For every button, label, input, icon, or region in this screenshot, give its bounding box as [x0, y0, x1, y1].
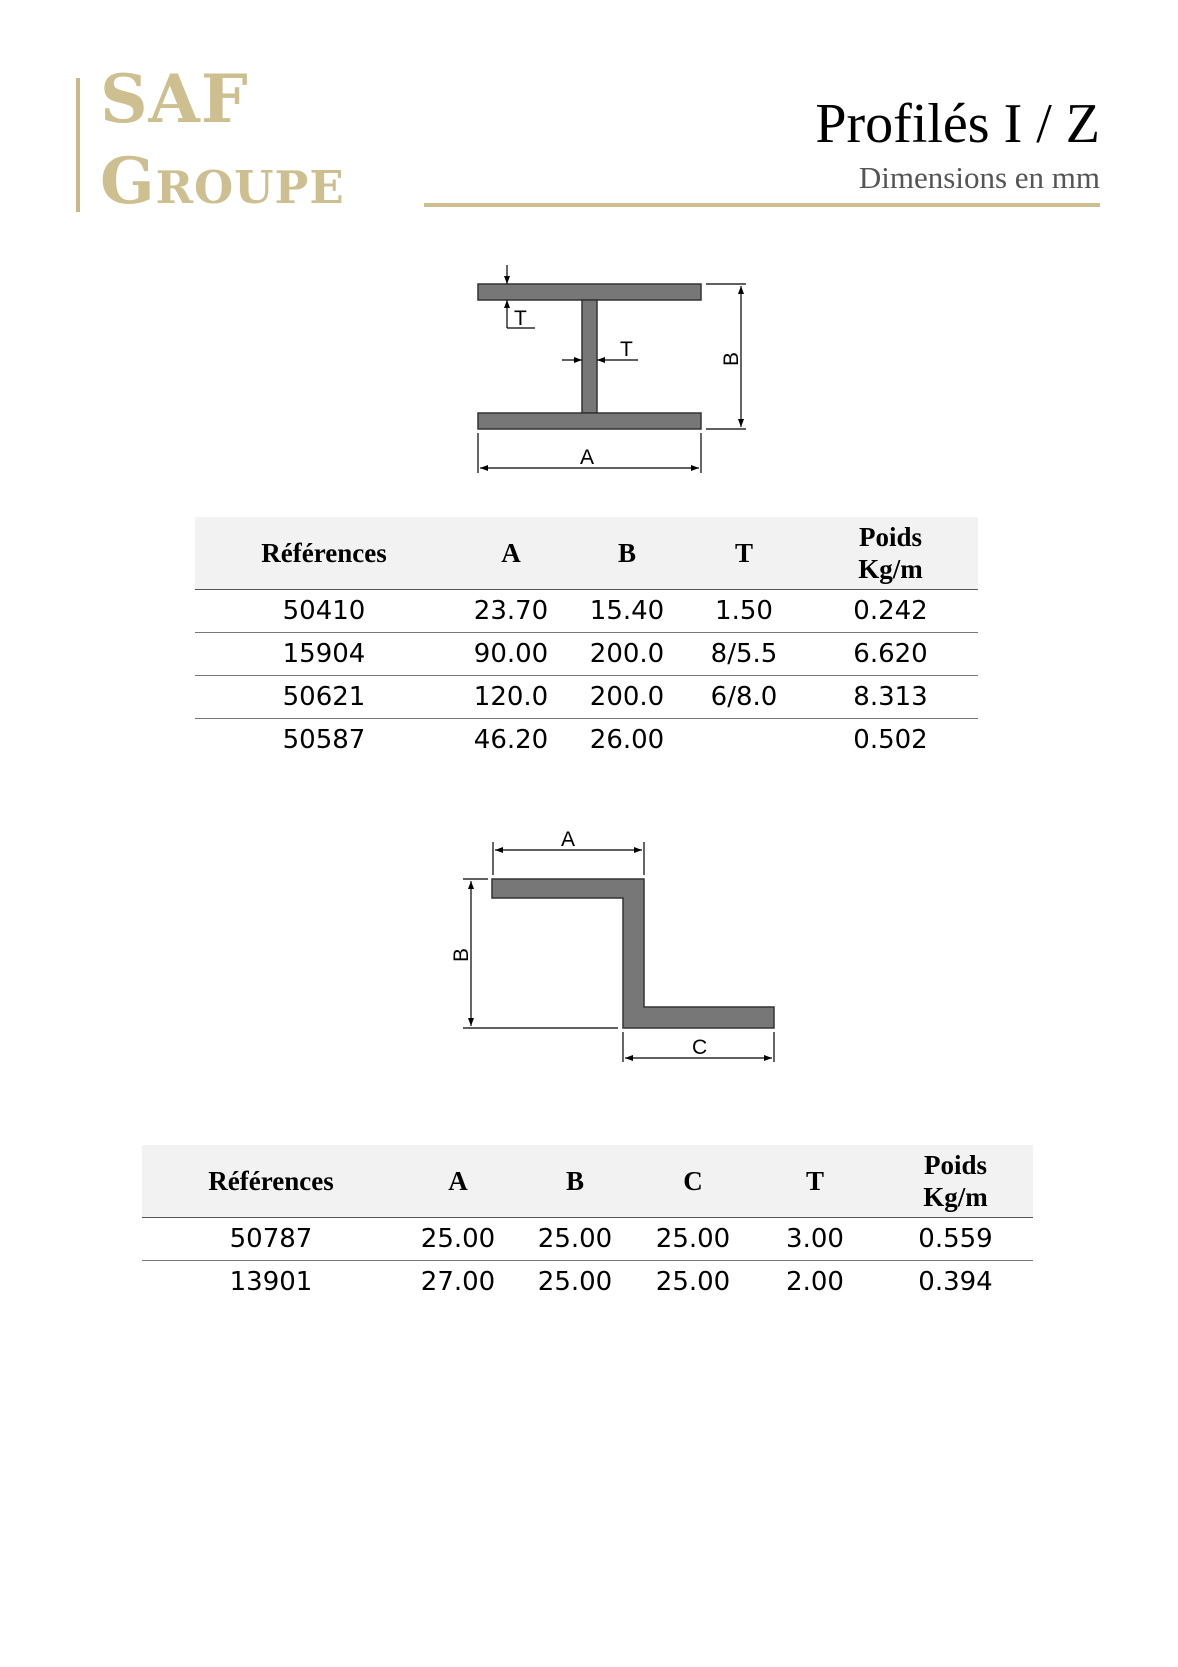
z-label-c: C — [692, 1036, 708, 1059]
cell-t: 2.00 — [786, 1267, 844, 1297]
cell-b: 200.0 — [569, 633, 685, 676]
table-row — [142, 1218, 1033, 1261]
col-header-references: Références — [142, 1145, 400, 1218]
col-header-a: A — [453, 517, 569, 590]
cell-b: 200.0 — [569, 676, 685, 719]
cell-b: 25.00 — [537, 1267, 613, 1297]
z-label-a: A — [561, 828, 576, 851]
col-header-t: T — [752, 1145, 878, 1218]
z-label-b: B — [450, 947, 473, 962]
table-header-row — [142, 1145, 1033, 1218]
cell-t: 1.50 — [685, 590, 803, 633]
cell-ref: 50587 — [282, 725, 366, 755]
i-label-b: B — [720, 351, 743, 366]
cell-a: 90.00 — [453, 633, 569, 676]
logo-text-saf: SAF — [100, 60, 249, 138]
cell-c: 25.00 — [634, 1218, 752, 1261]
table-header-row — [195, 517, 978, 590]
table-row — [195, 719, 978, 762]
table-row — [142, 1261, 1033, 1304]
z-profile-shape — [492, 879, 774, 1028]
cell-a: 46.20 — [473, 725, 549, 755]
table-row — [195, 676, 978, 719]
i-web — [582, 300, 597, 413]
cell-poids: 8.313 — [803, 676, 978, 719]
unit-label: Kg/m — [923, 1182, 988, 1212]
i-profile-table — [195, 517, 978, 761]
i-label-a: A — [580, 446, 595, 469]
header-rule — [424, 203, 1100, 207]
i-top-flange — [478, 284, 701, 300]
cell-a: 27.00 — [420, 1267, 496, 1297]
unit-label: Kg/m — [858, 554, 923, 584]
cell-t — [685, 719, 803, 762]
cell-t: 8/5.5 — [685, 633, 803, 676]
col-header-c: C — [634, 1145, 752, 1218]
cell-t: 6/8.0 — [685, 676, 803, 719]
page-title: Profilés I / Z — [815, 93, 1100, 155]
cell-a: 23.70 — [453, 590, 569, 633]
cell-b: 15.40 — [569, 590, 685, 633]
cell-ref: 50621 — [195, 676, 453, 719]
table-row — [195, 590, 978, 633]
z-profile-diagram — [440, 820, 790, 1070]
i-profile-diagram — [460, 255, 760, 480]
z-profile-table — [142, 1145, 1033, 1303]
cell-b: 25.00 — [516, 1218, 634, 1261]
poids-label: Poids — [858, 521, 923, 552]
cell-a: 120.0 — [453, 676, 569, 719]
col-header-poids — [878, 1145, 1033, 1218]
col-header-b: B — [516, 1145, 634, 1218]
poids-label: Poids — [923, 1149, 988, 1180]
col-header-b: B — [569, 517, 685, 590]
i-label-t-web: T — [620, 338, 633, 361]
cell-ref: 15904 — [195, 633, 453, 676]
col-header-t: T — [685, 517, 803, 590]
cell-poids: 0.559 — [878, 1218, 1033, 1261]
cell-t: 3.00 — [752, 1218, 878, 1261]
cell-b: 26.00 — [589, 725, 665, 755]
cell-a: 25.00 — [400, 1218, 516, 1261]
col-header-poids — [803, 517, 978, 590]
cell-poids: 0.394 — [918, 1267, 993, 1297]
cell-ref: 50787 — [142, 1218, 400, 1261]
logo-text-groupe: Groupe — [100, 144, 345, 219]
cell-poids: 0.242 — [803, 590, 978, 633]
cell-ref: 13901 — [229, 1267, 313, 1297]
col-header-a: A — [400, 1145, 516, 1218]
cell-ref: 50410 — [195, 590, 453, 633]
i-bottom-flange — [478, 413, 701, 429]
i-label-t-flange: T — [514, 307, 527, 330]
col-header-references: Références — [195, 517, 453, 590]
cell-poids: 6.620 — [803, 633, 978, 676]
logo-bar — [76, 78, 80, 212]
cell-c: 25.00 — [655, 1267, 731, 1297]
cell-poids: 0.502 — [853, 725, 928, 755]
page-subtitle: Dimensions en mm — [858, 160, 1100, 195]
table-row — [195, 633, 978, 676]
